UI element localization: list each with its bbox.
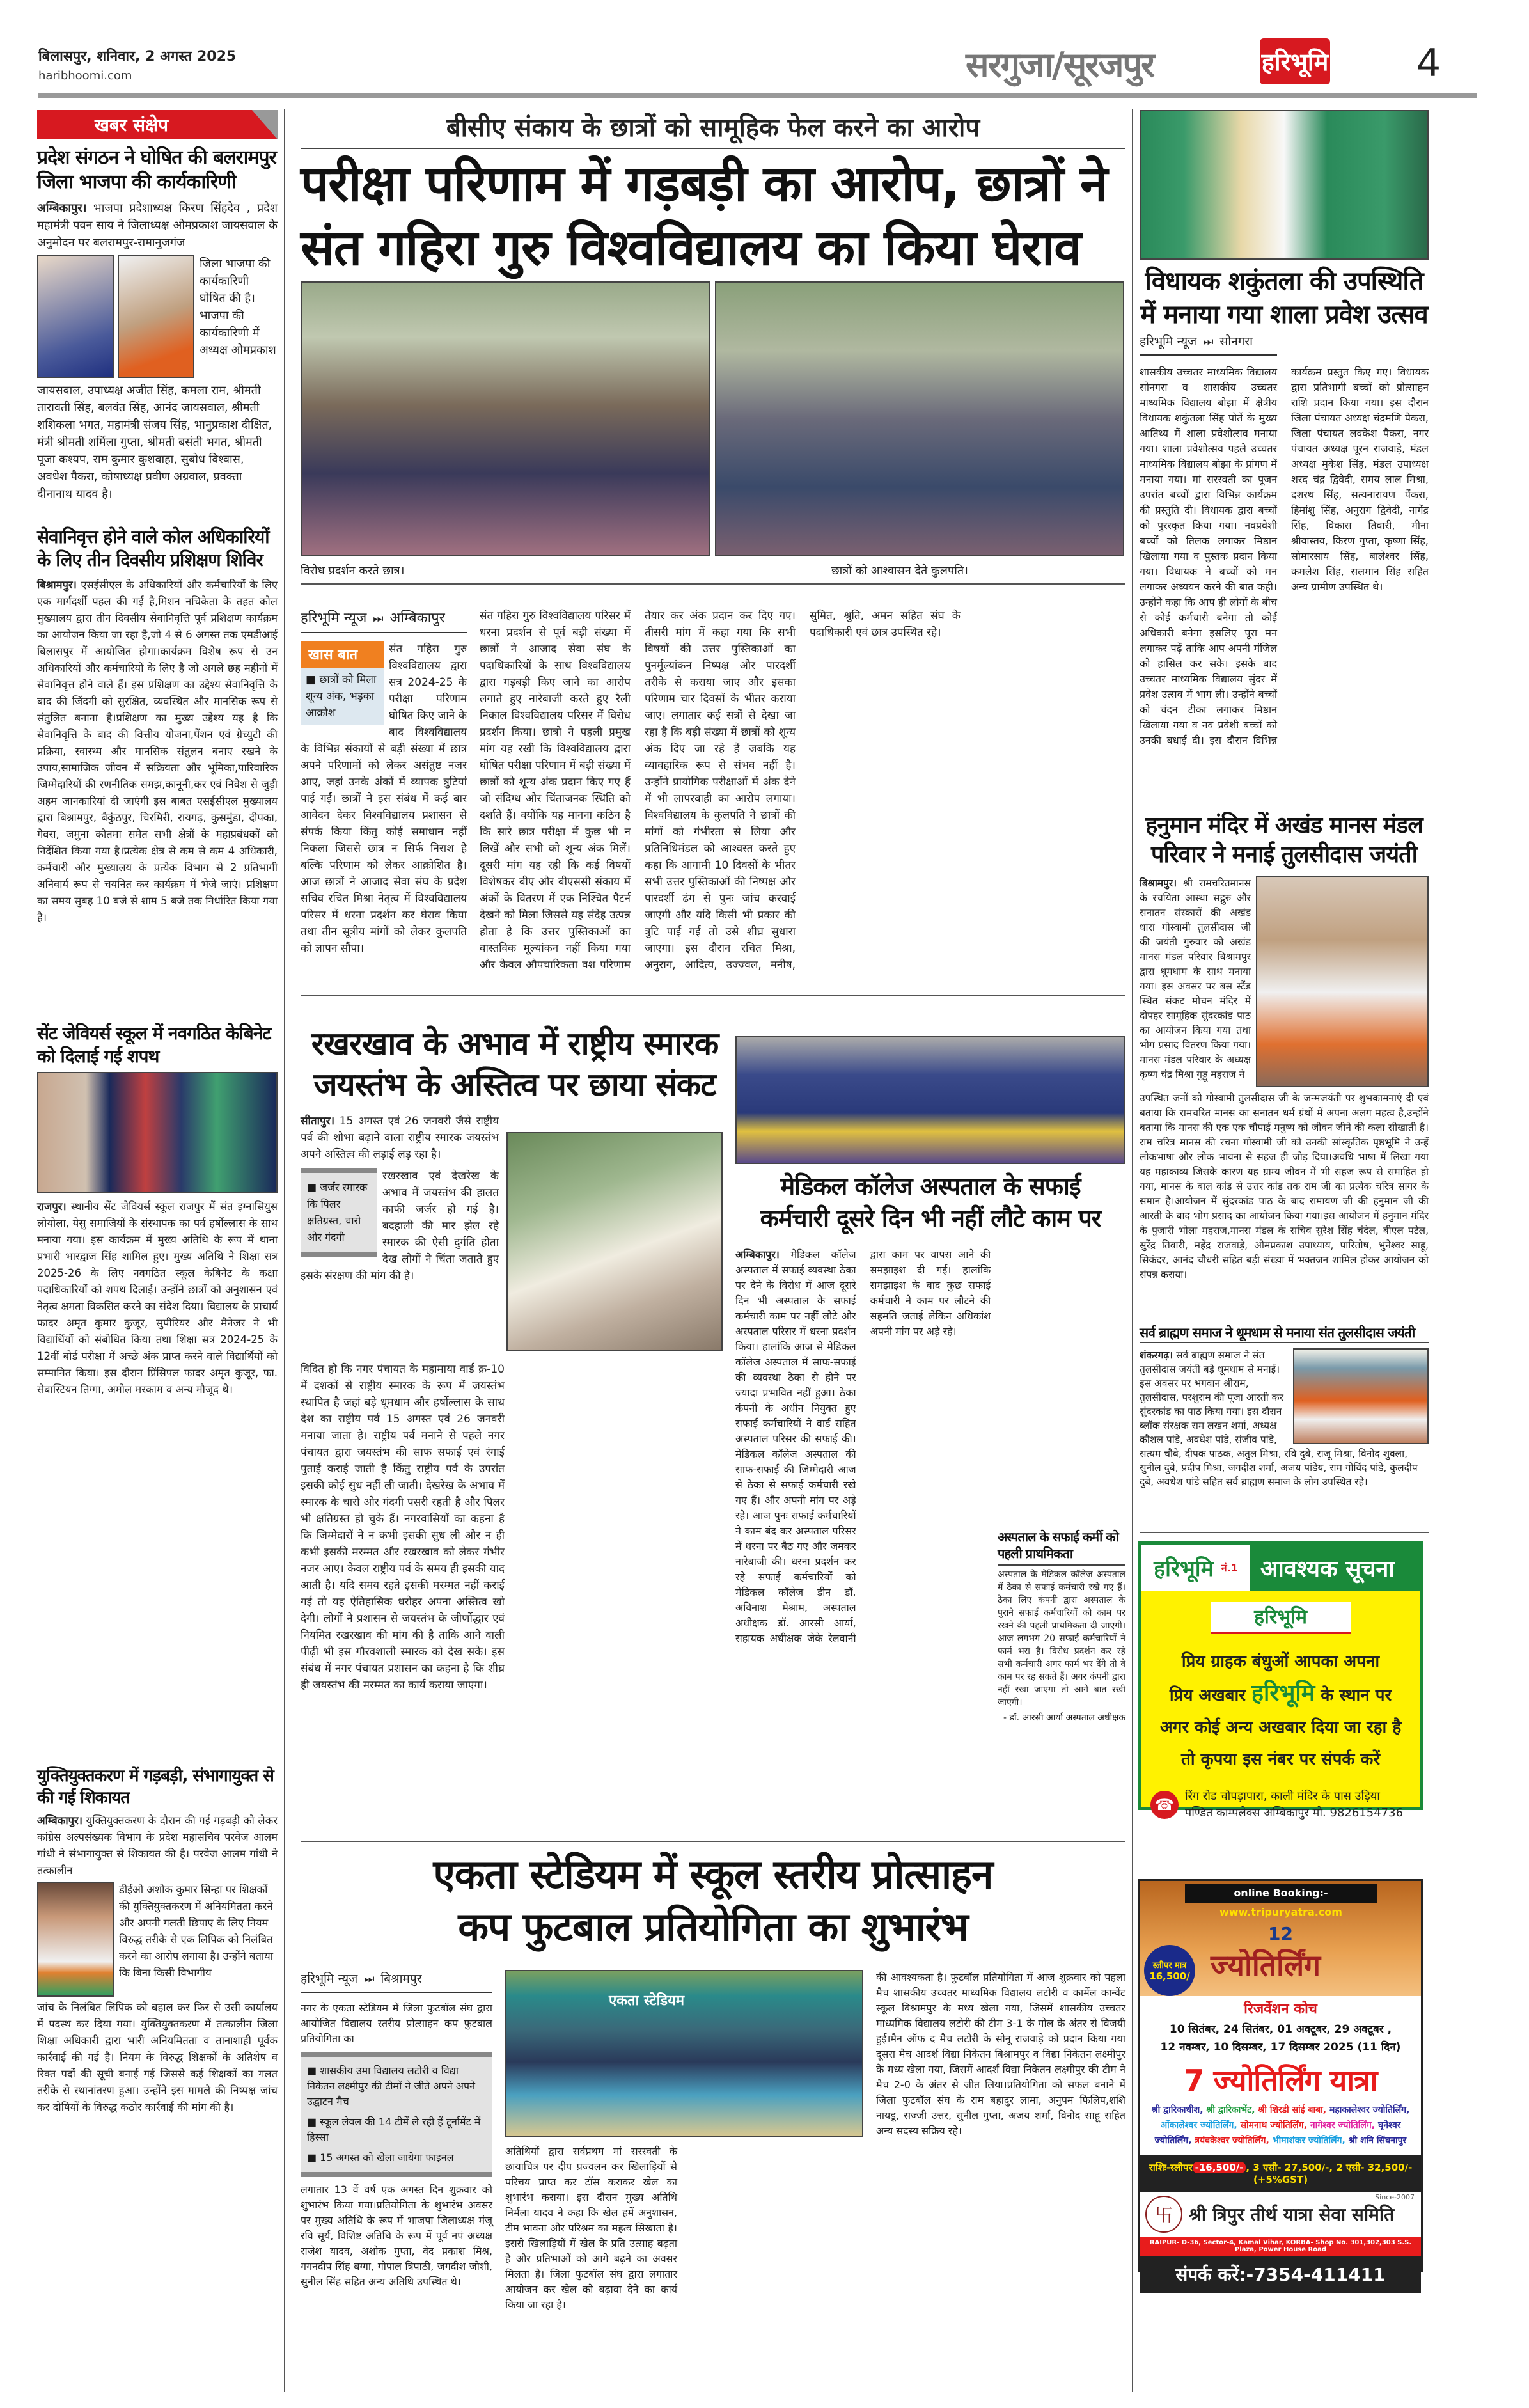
memorial-highlight: जर्जर स्मारक कि पिलर क्षतिग्रस्त, चारो ओर गंदगी [307,1181,368,1243]
memorial-intro-text: 15 अगस्त एवं 26 जनवरी जैसे राष्ट्रीय पर्व की शोभा बढ़ाने वाला राष्ट्रीय स्मारक जयस्तंभ अपने अस्तित्व की लड़ाई लड़ रहा है। [301,1115,499,1161]
haribhoomi-notice-ad[interactable] [1138,1541,1423,1820]
lead-headline-line2: संत गहिरा गुरु विश्वविद्यालय का किया घेराव [301,219,1081,277]
lead-body: संत गहिरा गुरु विश्वविद्यालय परिसर में धरना प्रदर्शन से पूर्व बड़ी संख्या में छात्रों ने आजाद सेवा संघ के पदाधिकारियों के साथ विश्वविद्यालय द्वारा गड़बड़ी किए जाने का आरोप लगाते हुए नारेबाजी करते हुए रैली निकाल विश्वविद्यालय परिसर में विरोध प्रदर्शन किया। छात्रो ने पहली प्रमुख मांग यह रखी कि विश्वविद्यालय द्वारा घोषित परीक्षा परिणाम में बड़ी संख्या में छात्रों को शून्य अंक प्रदान किए गए हैं जो संदिग्ध और चिंताजनक स्थिति को दर्शाते हैं। क्योंकि यह मानना कठिन है कि सारे छात्र परीक्षा में कुछ भी न लिखें और सभी को शून्य अंक मिलें। दूसरी मांग यह रही कि कई विषयों विशेषकर बीए और बीएससी संकाय में अंकों के वितरण में एक निश्चित पैटर्न देखने को मिला जिससे यह संदेह उत्पन्न होता है कि उत्तर पुस्तिकाओं का वास्तविक मूल्यांकन नहीं किया गया और केवल औपचारिकता वश परिणाम तैयार कर अंक प्रदान कर दिए गए। तीसरी मांग में कहा गया कि सभी विषयों की उत्तर पुस्तिकाओं का पुनर्मूल्यांकन निष्पक्ष और पारदर्शी तरीके से कराया जाए और इसका परिणाम चार दिवसों के भीतर कराया जाए। लगातार कई सत्रों से देखा जा रहा है कि बड़ी संख्या में छात्रों को शून्य अंक दिए जा रहे हैं जबकि यह व्यावहारिक रूप से संभव नहीं है। उन्होंने प्रायोगिक परीक्षाओं में अंक देने में भी लापरवाही का आरोप लगाया। विश्वविद्यालय के कुलपति ने छात्रों की मांगों को गंभीरता से लिया और प्रतिनिधिमंडल को आश्वस्त करते हुए कहा कि आगामी 10 दिवसों के भीतर सभी उत्तर पुस्तिकाओं की निष्पक्ष और पारदर्शी ढंग से पुनः जांच करवाई जाएगी और यदि किसी भी प्रकार की त्रुटि पाई गई तो उसे शीघ्र सुधारा जाएगा। इस दौरान रचित मिश्रा, अनुराग, आदित्य, उज्ज्वल, मनीष, सुमित, श्रुति, अमन सहित संघ के पदाधिकारी एवं छात्र उपस्थित रहे। [480,610,961,972]
lead-kicker-text: बीसीए संकाय के छात्रों को सामूहिक फेल करने का आरोप [301,109,1125,149]
yatra-dates [1140,2020,1421,2056]
football-col1 [301,1970,492,2290]
lead-kicker [301,109,1125,149]
ad-line-2-before: प्रिय अखबार [1169,1686,1246,1705]
dates-line-2: 12 नवम्बर, 10 दिसम्बर, 17 दिसम्बर 2025 (11 दिन) [1160,2041,1401,2054]
highlight-text: 15 अगस्त को खेला जायेगा फाइनल [320,2152,454,2164]
brief-beside-photo: डीईओ अशोक कुमार सिन्हा पर शिक्षकों की युक्तियुक्तकरण में अनियमितता करने और अपनी गलती छिपाए के लिए नियम विरुद्ध तरीके से एक लिपिक को निलंबित करने का आरोप लगाया है। उन्होंने बताया कि बिना किसी विभागीय [119,1884,273,1979]
photo-parvez-alam [37,1882,114,1997]
column-divider-right [1132,109,1133,2392]
hanuman-headline: हनुमान मंदिर में अखंड मानस मंडल परिवार ने मनाई तुलसीदास जयंती [1145,812,1423,868]
memorial-headline-line2: जयस्तंभ के अस्तित्व पर छाया संकट [313,1066,716,1103]
dateline: बिश्रामपुर। [1140,877,1177,889]
memorial-intro [301,1113,499,1163]
brief-headline: सेवानिवृत्त होने वाले कोल अधिकारियों के लिए तीन दिवसीय प्रशिक्षण शिविर [37,526,269,571]
dateline: अम्बिकापुर। [735,1248,780,1261]
memorial-highlight-box: ■ जर्जर स्मारक कि पिलर क्षतिग्रस्त, चारो ओर गंदगी [301,1168,377,1257]
hospital-headline-line2: कर्मचारी दूसरे दिन भी नहीं लौटे काम पर [760,1204,1101,1232]
forward-arrow-icon: ⏭ [373,612,384,626]
phone-icon: ☎ [1150,1791,1179,1819]
brief-body [37,1199,278,1398]
byline-place: बिश्रामपुर [380,1972,422,1986]
newspaper-logo: हरिभूमि [1260,38,1330,84]
hospital-sub-body: अस्पताल के मेडिकल कॉलेज अस्पताल में ठेका से सफाई कर्मचारी रखे गए हैं। ठेका लिए कंपनी द्वारा अस्पताल के पुराने सफाई कर्मचारियों को काम पर रखने की पहली प्राथमिकता दी जाएगी। आज लगभग 20 सफाई कर्मचारियों ने फार्म भरा है। विरोध प्रदर्शन कर रहे सभी कर्मचारी अगर फार्म भर देंगे तो वे काम पर रह सकते हैं। अगर कंपनी द्वारा नहीं रखा जाएगा तो आगे बात रखी जाएगी। [998,1570,1125,1708]
dates-line-1: 10 सितंबर, 24 सितंबर, 01 अक्टूबर, 29 अक्टूबर , [1169,2023,1392,2036]
brief-body-rest: जांच के निलंबित लिपिक को बहाल कर फिर से उसी कार्यालय में पदस्थ कर दिया गया। युक्तियुक्तकरण में तत्कालीन जिला शिक्षा अधिकारी द्वारा भारी अनियमितता व तानाशाही पूर्वक कार्रवाई की गई है। नियम के विरुद्ध शिक्षकों के अतिशेष व रिक्त पदों की सूची बनाई गई जिससे कई शिक्षकों का गलत तरीके से स्थानांतरण हुआ। उन्होंने इस मामले की निष्पक्ष जांच कर दोषियों के विरुद्ध कठोर कार्रवाई की मांग की है। [37,2001,278,2113]
lead-headline [301,152,1125,280]
highlight-item: ■ शासकीय उमा विद्यालय लटोरी व विद्या निकेतन लक्ष्मीपुर की टीमों ने जीते अपने अपने उद्घाटन मैच [307,2065,475,2107]
news-brief-banner [37,110,278,139]
yatra-place: श्री शिरडी सांई बाबा, [1258,2105,1329,2115]
brief-text: एसईसीएल के अधिकारियों और कर्मचारियों के लिए एक मार्गदर्शी पहल की गई है,मिशन नचिकेता के तहत कोल मुख्यालय द्वारा तीन दिवसीय सेवानिवृत्ति पूर्व प्रशिक्षण कार्यक्रम का आयोजन किया जा रहा है,जो 4 से 6 अगस्त तक एमडीआई बिलासपुर में आयोजित होगा।कार्यक्रम विशेष रूप से उन अधिकारियों और कर्मचारियों के लिए है जो अगले छह महीनों में सेवानिवृत्त होने वाले हैं। इस प्रशिक्षण का उद्देश्य सेवानिवृत्ति के बाद की जिंदगी को सुरक्षित, व्यवस्थित और मानसिक रूप से संतुलित बनाना है।प्रशिक्षण का मुख्य उद्देश्य यह है कि सेवानिवृत्ति के बाद की वित्तीय योजना,पेंशन एवं ग्रेच्युटी की प्रक्रिया, स्वास्थ्य और मानसिक संतुलन बनाए रखने के उपाय,सामाजिक जीवन में सक्रियता और भूमिका,पारिवारिक जिम्मेदारियों की रणनीतिक समझ,कानूनी,कर एवं निवेश से जुड़ी अहम जानकारियां दी जाएंगी इस बाबत एसईसीएल मुख्यालय द्वारा बिश्रामपुर, बैकुंठपुर, चिरमिरी, रायगढ़, कुसमुंडा, दीपका, गेवरा, जमुना कोतमा समेत सभी क्षेत्रों के महाप्रबंधकों को निर्देशित किया गया है।प्रत्येक क्षेत्र से कम से कम 4 अधिकारी, कर्मचारी और मुख्यालय के प्रत्येक विभाग से 2 प्रतिभागी अनिवार्य रूप से चयनित कर कार्यक्रम में भेजे जाएं। प्रशिक्षण का समय सुबह 10 बजे से शाम 5 बजे तक निर्धारित किया गया है। [37,579,278,924]
yatra-places [1140,2100,1421,2151]
price-label: राशिः-स्लीपर [1149,2162,1193,2173]
byline-agency: हरिभूमि न्यूज [301,1972,358,1986]
byline-place: सोनगरा [1219,334,1253,349]
brahman-text: सर्व ब्राह्मण समाज ने संत तुलसीदास जयंती बड़े धूमधाम से मनाई। इस अवसर पर भगवान श्रीराम, तुलसीदास, परशुराम की पूजा आरती कर सुंदरकांड का पाठ किया गया। इस दौरान ब्लॉक संरक्षक राम लखन शर्मा, अध्यक्ष कौशल पांडे, अवधेश पांडे, संजीव पांडे, सत्यम चौबे, दीपक पाठक, अतुल मिश्रा, रवि दुबे, राजू मिश्रा, विनोद शुक्ला, सुनील दुबे, प्रदीप मिश्रा, जगदीश शर्मा, अजय पांडेय, राम गोविंद पांडे, कुलदीप दुबे, अवधेश पांडे सहित सर्व ब्राह्मण समाज के लोग उपस्थित रहे। [1140,1350,1418,1488]
caption-divider [301,583,1125,585]
photo-jaystambh [506,1132,723,1351]
ad-line-3: अगर कोई अन्य अखबार दिया जा रहा है [1159,1718,1402,1737]
price-sleeper: -16,500/- [1193,2162,1246,2173]
highlight-item: ■ स्कूल लेवल की 14 टीमें ले रही हैं टूर्नामेंट में हिस्सा [307,2116,481,2143]
ad-logo-text: हरिभूमि [1154,1556,1214,1582]
booking-url[interactable]: www.tripuryatra.com [1219,1906,1342,1918]
brief-headline: सेंट जेवियर्स स्कूल में नवगठित केबिनेट को दिलाई गई शपथ [37,1023,271,1067]
lead-byline [301,608,467,633]
brief-story-rationalisation [37,1765,278,2116]
dateline: शंकरगढ़। [1140,1350,1173,1361]
forward-arrow-icon: ⏭ [364,1972,375,1986]
yatra-place: सोमनाथ ज्योतिर्लिंग, [1240,2120,1310,2130]
page-number: 4 [1416,41,1441,86]
highlight-text: स्कूल लेवल की 14 टीमें ले रही हैं टूर्नामेंट में हिस्सा [307,2116,481,2143]
byline-place: अम्बिकापुर [389,610,445,626]
ad-line-4: तो कृपया इस नंबर पर संपर्क करें [1181,1750,1380,1769]
website-link[interactable]: haribhoomi.com [38,69,132,83]
yatra-place: महाकालेश्वर ज्योतिर्लिंग, [1329,2105,1410,2115]
byline-agency: हरिभूमि न्यूज [301,610,367,626]
ad-line-2 [1141,1678,1420,1712]
edition-date: बिलासपुर, शनिवार, 2 अगस्त 2025 [38,49,237,65]
brief-story-coal [37,526,278,926]
khas-baat-title: खास बात [301,641,384,668]
jyotirling-yatra-ad[interactable] [1138,1879,1423,2285]
jyotirling-title: ज्योतिर्लिंग [1211,1948,1321,1983]
photo-school-entry-festival [1140,110,1429,260]
khas-baat-point: छात्रों को मिला शून्य अंक, भड़का आक्रोश [306,673,377,720]
hospital-headline [735,1170,1125,1234]
sleeper-price-badge [1144,1945,1195,1996]
brief-headline: युक्तियुक्तकरण में गड़बड़ी, संभागायुक्त से की गई शिकायत [37,1767,274,1807]
ad-line-2-after: के स्थान पर [1321,1686,1392,1705]
caption-protest: विरोध प्रदर्शन करते छात्र। [301,564,405,578]
brief-body [37,1813,278,1879]
photo-protest [301,281,710,556]
khas-baat-item: ■ छात्रों को मिला शून्य अंक, भड़का आक्रोश [306,673,377,720]
mla-body: शासकीय उच्चतर माध्यमिक विद्यालय सोनगरा व शासकीय उच्चतर माध्यमिक विद्यालय बोझा में क्षेत्रीय विधायक शकुंतला सिंह पोर्ते के मुख्य आतिथ्य में शाला प्रवेशोत्सव मनाया गया। शाला प्रवेशोत्सव पहले उच्चतर माध्यमिक विद्यालय बोझा के प्रांगण में मनाया गया। मां सरस्वती का पूजन उपरांत बच्चों द्वारा विभिन्न कार्यक्रम की प्रस्तुति दी। विधायक द्वारा बच्चों को पुरस्कृत किया गया। नवप्रवेशी बच्चों को तिलक लगाकर मिष्ठान खिलाया गया व पुस्तक प्रदान किया गया। विधायक ने बच्चों को मन लगाकर अध्ययन करने की बात कही। उन्होंने कहा कि आप ही लोगों के बीच से कोई कर्मचारी बनेगा तो कोई अधिकारी बनेगा इसलिए पूरा मन लगाकर पढ़ें ताकि आप अपनी मंजिल को हासिल कर सके। इसके बाद उच्चतर माध्यमिक विद्यालय सुंदर में प्रवेश उत्सव में भाग ली। उन्होंने बच्चों को चंदन टीका लगाकर मिष्ठान खिलाया गया व नव प्रवेशी बच्चों को उनकी बधाई दी। इस दौरान विभिन्न कार्यक्रम प्रस्तुत किए गए। विधायक द्वारा प्रतिभागी बच्चों को प्रोत्साहन राशि प्रदान किया गया। इस दौरान जिला पंचायत अध्यक्ष चंद्रमणि पैकरा, जिला पंचायत लवकेश पैकरा, नगर पंचायत अध्यक्ष पूरन राजवाड़े, मंडल अध्यक्ष मुकेश सिंह, मंडल उपाध्यक्ष शरद चंद्र द्विवेदी, समय लाल मिश्रा, दशरथ सिंह, सत्यनारायण पैंकरा, हिमांशु सिंह, अनुराग द्विवेदी, नागेंद्र सिंह, विकास तिवारी, मीना श्रीवास्तव, किरण गुप्ता, कृष्णा सिंह, सोमारसाय सिंह, बालेश्वर सिंह, कमलेश सिंह, सलमान सिंह सहित अन्य ग्रामीण उपस्थित थे। [1140,366,1429,746]
photo-brahman-samaj [1293,1348,1429,1444]
yatra-place: श्री द्वारिकाधीश, [1151,2105,1207,2115]
twelve-label: 12 [1268,1923,1293,1944]
brahman-headline: सर्व ब्राह्मण समाज ने धूमधाम से मनाया संत तुलसीदास जयंती [1140,1324,1429,1343]
football-body-right: की आवश्यकता है। फुटबॉल प्रतियोगिता में आज शुक्रवार को पहला मैच शासकीय उच्चतर माध्यमिक विद्यालय लटोरी व कार्मेल कान्वेंट स्कूल बिश्रामपुर के मध्य खेला गया, जिसमें शासकीय उच्चतर माध्यमिक विद्यालय लटोरी की टीम 3-1 के गोल के अंतर से विजयी हुई।मैन ऑफ द मैच लटोरी के सोनू राजवाड़े को प्रदान किया गया दूसरा मैच आदर्श विद्या निकेतन बिश्रामपुर व विद्या निकेतन लक्ष्मीपुर के मध्य खेला गया, जिसमें आदर्श विद्या निकेतन लक्ष्मीपुर की टीम ने मैच 2-0 के अंतर से जीत लिया।प्रतियोगिता को सफल बनाने में जिला फुटबॉल संघ के राम बहादुर लामा, अनुपम फिलिप,शशि नायडू, सज्जी उत्तर, सुनील गुप्ता, अजय शर्मा, विनोद साहू सहित अन्य सदस्य सक्रिय रहे। [876,1971,1125,2137]
since-year: Since-2007 [1375,2193,1415,2201]
caption-vice-chancellor: छात्रों को आश्वासन देते कुलपति। [831,564,968,578]
news-brief-label: खबर संक्षेप [95,114,169,136]
brief-story-xaviers [37,1022,278,1398]
photo-person-2 [118,255,194,378]
organizer [1140,2192,1421,2237]
organizer-name: श्री त्रिपुर तीर्थ यात्रा सेवा समिति [1189,2204,1395,2225]
brief-headline: प्रदेश संगठन ने घोषित की बलरामपुर जिला भाजपा की कार्यकारिणी [37,146,276,193]
hanuman-body: उपस्थित जनों को गोस्वामी तुलसीदास जी के जन्मजयंती पर शुभकामनाएं दी एवं बताया कि रामचरित मानस का सनातन धर्म ग्रंथों में अपना अलग महत्व है,उन्होंने बताया कि मानस की एक एक चौपाई मनुष्य को जीवन जीने की कला सीखाती है।राम चरित्र मानस की रचना गोस्वामी जी को उनकी सांस्कृतिक पृष्ठभूमि ने उन्हें लोकभाषा और लोक भावना से सहज ही जोड़ दिया।अवधि भाषा में लिखा गया यह महाकाव्य जिसके कारण यह ग्राम्य जीवन में भी सहज रूप से समाहित हो गया, मानस के बाल कांड से उत्तर कांड तक राम जी का प्रत्येक चरित्र सागर के समान है।आयोजन में सुंदरकांड पाठ के बाद रामायण जी की हनुमान जी की आरती के बाद भोग प्रसाद का आयोजन किया गया।इस आयोजन में हनुमान मंदिर के पुजारी भोला महराज,मानस मंडल के सचिव सुरेश सिंह चंदेल, बीएल पटेल, सुरेंद्र तिवारी, महेंद्र राजवाड़े, ओमप्रकाश उपाध्याय, पारितोष, भुनेश्वर साहू, सिकंदर, आनंद चौधरी सहित बड़ी संख्या में भक्तजन शामिल होकर आयोजन को संपन्न कराया। [1140,1092,1429,1280]
photo-hanuman-mandir [1256,876,1429,1087]
forward-arrow-icon: ⏭ [1203,335,1214,349]
section-title: सरगुजा/सूरजपुर [966,45,1154,85]
brief-beside-photo: जिला भाजपा की कार्यकारिणी घोषित की है। भाजपा की कार्यकारिणी में अध्यक्ष ओमप्रकाश [200,257,276,357]
reservation-coach: रिजर्वेशन कोच [1244,2001,1317,2017]
stadium-sign: एकता स्टेडियम [609,1993,684,2009]
lead-col1 [301,608,467,957]
highlight-text: शासकीय उमा विद्यालय लटोरी व विद्या निकेतन लक्ष्मीपुर की टीमों ने जीते अपने अपने उद्घाटन मैच [307,2065,475,2107]
section-divider [301,995,1125,996]
ad-banner-image [1140,1881,1421,1996]
ad-badge: नं.1 [1221,1562,1238,1574]
brief-story-bjp [37,146,278,503]
football-byline [301,1970,492,1993]
hanuman-side-text: श्री रामचरितमानस के रचयिता आस्था सद्गुरु और सनातन संस्कारों की अखंड धारा गोस्वामी तुलसीदास जी की जयंती गुरुवार को अखंड मानस मंडल परिवार बिश्रामपुर द्वारा धूमधाम के साथ मनाया गया। इस अवसर पर बस स्टैंड स्थित संकट मोचन मंदिर में दोपहर सामूहिक सुंदरकांड पाठ का आयोजन किया गया तथा भोग प्रसाद वितरण किया गया। मानस मंडल परिवार के अध्यक्ष कृष्ण चंद्र मिश्रा गुड्डू महराज ने [1140,877,1251,1080]
column-divider [284,109,285,2392]
hospital-sub-headline: अस्पताल के सफाई कर्मी को पहली प्राथमिकता [998,1529,1125,1566]
brief-intro: भाजपा प्रदेशाध्यक्ष किरण सिंहदेव , प्रदेश महामंत्री पवन साय ने जिलाध्यक्ष ओमप्रकाश जायसवाल के अनुमोदन पर बलरामपुर-रामानुजगंज [37,201,278,249]
dateline: अम्बिकापुर। [37,1814,82,1827]
khas-baat-box [301,641,384,725]
football-headline-line1: एकता स्टेडियम में स्कूल स्तरीय प्रोत्साहन [433,1851,993,1898]
swastik-logo-icon: 卐 [1145,2196,1182,2233]
football-body-left: लगातार 13 वें वर्ष एक अगस्त दिन शुक्रवार को शुभारंभ किया गया।प्रतियोगिता के शुभारंभ अवसर पर मुख्य अतिथि के रूप में भाजपा जिलाध्यक्ष मंजू रवि सूर्य, विशिष्ट अतिथि के रूप में पूर्व नपं अध्यक्ष राजेश यादव, अशोक गुप्ता, वेद प्रकाश मिश्र, गगनदीप सिंह बग्गा, गोपाल त्रिपाठी, जगदीश जोशी, सुनील सिंह सहित अन्य अतिथि उपस्थित थे। [301,2184,492,2288]
photo-cabinet-oath [37,1072,278,1193]
header-divider [38,93,1477,98]
memorial-intro-col [301,1113,499,1284]
ad-line-1: प्रिय ग्राहक बंधुओं आपका अपना [1181,1652,1380,1671]
newspaper-image: हरिभूमि [1211,1602,1351,1634]
lead-headline-line1: परीक्षा परिणाम में गड़बड़ी का आरोप, छात्रों ने [301,155,1108,213]
football-headline [301,1848,1125,1953]
dateline: सीतापुर। [301,1115,335,1128]
photo-ekta-stadium [505,1970,863,2137]
brief-intro: युक्तियुक्तकरण के दौरान की गई गड़बड़ी को लेकर कांग्रेस अल्पसंख्यक विभाग के प्रदेश महासचिव परवेज आलम गांधी ने संभागायुक्त से शिकायत की है। परवेज आलम गांधी ने तत्कालीन [37,1814,278,1877]
ad-message [1141,1646,1420,1775]
photo-person-1 [37,255,114,378]
dateline: राजपुर। [37,1200,67,1213]
organizer-address: RAIPUR- D-36, Sector-4, Kamal Vihar, KORBA- Shop No. 301,302,303 S.S. Plaza, Power House Road [1140,2237,1421,2256]
quote-attribution: - डॉ. आरसी आर्या अस्पताल अधीक्षक [1003,1713,1125,1723]
football-body-mid: अतिथियों द्वारा सर्वप्रथम मां सरस्वती के छायाचित्र पर दीप प्रज्वलन कर खिलाड़ियों से परिचय प्राप्त कर टॉस कराकर खेल का शुभारंभ कराया। इस दौरान मुख्य अतिथि निर्मला यादव ने कहा कि खेल हमें अनुशासन, टीम भावना और परिश्रम का महत्व सिखाता है। इससे खिलाड़ियों में खेल के प्रति उत्साह बढ़ता है और प्रतिभाओं को आगे बढ़ने का अवसर मिलता है। जिला फुटबॉल संघ द्वारा लगातार आयोजन कर खेल को बढ़ावा देने का कार्य किया जा रहा है। [505,2145,677,2311]
hospital-headline-line1: मेडिकल कॉलेज अस्पताल के सफाई [780,1172,1081,1200]
football-highlights [301,2052,492,2177]
photo-vice-chancellor [715,281,1124,556]
hospital-text: मेडिकल कॉलेज अस्पताल में सफाई व्यवस्था ठेका पर देने के विरोध में आज दूसरे दिन भी अस्पताल के सफाई कर्मचारी काम पर नहीं लौटे और अस्पताल परिसर में धरना प्रदर्शन किया। हालांकि आज से मेडिकल कॉलेज अस्पताल में साफ-सफाई की व्यवस्था ठेका से होने पर ज्यादा प्रभावित नहीं हुआ। ठेका कंपनी के अधीन नियुक्त हुए सफाई कर्मचारियों ने वार्ड सहित अस्पताल परिसर की सफाई की। मेडिकल कॉलेज अस्पताल की साफ-सफाई की जिम्मेदारी आज से ठेका से सफाई कर्मचारी रखे गए हैं। और अपनी मांग पर अड़े रहे। आज पुनः सफाई कर्मचारियों ने काम बंद कर अस्पताल परिसर में धरना पर बैठ गए और जमकर नारेबाजी की। धरना प्रदर्शन कर रहे सफाई कर्मचारियों को मेडिकल कॉलेज डीन डॉ. अविनाश मेश्राम, अस्पताल अधीक्षक डॉ. आरसी आर्या, सहायक अधीक्षक जेके रेलवानी द्वारा काम पर वापस आने की समझाइश दी गई। हालांकि समझाइश के बाद कुछ सफाई कर्मचारी ने काम पर लौटने की सहमति जताई लेकिन अधिकांश अपनी मांग पर अड़े रहे। [735,1248,991,1644]
yatra-place: भीमाशंकर ज्योतिर्लिंग, [1272,2136,1349,2146]
yatra-place: घृनेश्वर ज्योतिर्लिंग, [1154,2120,1401,2146]
dateline: अम्बिकापुर। [37,201,87,215]
mla-headline: विधायक शकुंतला की उपस्थिति में मनाया गया शाला प्रवेश उत्सव [1140,267,1428,329]
yatra-title: 7 ज्योतिर्लिंग यात्रा [1184,2063,1377,2098]
ad-address-text[interactable]: रिंग रोड चोपड़ापारा, काली मंदिर के पास उड़िया पण्डित काम्पलेक्स अम्बिकापुर मो. 9826154736 [1185,1790,1404,1820]
memorial-headline [301,1023,729,1105]
ad-divider [1140,1532,1429,1533]
ad-address [1150,1788,1411,1822]
ad-brand: हरिभूमि [1251,1680,1315,1706]
ad-title: आवश्यक सूचना [1260,1555,1395,1582]
football-intro: नगर के एकता स्टेडियम में जिला फुटबॉल संघ द्वारा आयोजित विद्यालय स्तरीय प्रोत्साहन कप फुटबाल प्रतियोगिता का [301,2002,492,2045]
badge-line-1: स्लीपर मात्र [1152,1961,1187,1971]
dateline: बिश्रामपुर। [37,579,77,591]
yatra-place: त्रयंबकेश्वर ज्योतिर्लिंग, [1195,2136,1273,2146]
yatra-place: नागेश्वर ज्योतिर्लिंग, [1310,2120,1378,2130]
hanuman-story [1140,876,1429,1282]
byline-agency: हरिभूमि न्यूज [1140,334,1197,349]
yatra-place: श्री शनि सिंघनापुर [1348,2136,1407,2146]
memorial-beside-box: रखरखाव एवं देखरेख के अभाव में जयस्तंभ की हालत काफी जर्जर हो गई है। बदहाली की मार झेल रहे स्मारक की ऐसी दुर्गति होता देख लोगों ने चिंता जताते हुए इसके संरक्षण की मांग की है। [301,1170,499,1282]
photo-sanitation-workers [735,1036,1125,1164]
price-rest: , 3 एसी- 27,500/-, 2 एसी- 32,500/- (+5%GST) [1246,2162,1413,2185]
highlight-item: ■ 15 अगस्त को खेला जायेगा फाइनल [307,2152,454,2164]
brahman-story [1140,1348,1429,1489]
hospital-sidebar [998,1529,1125,1724]
football-headline-line2: कप फुटबाल प्रतियोगिता का शुभारंभ [458,1903,968,1950]
brief-body [37,577,278,926]
price-bar [1140,2155,1421,2192]
brief-body [37,200,278,251]
booking-label: online Booking:- [1234,1887,1328,1899]
brief-body-rest: जायसवाल, उपाध्यक्ष अजीत सिंह, कमला राम, श्रीमती तारावती सिंह, बलवंत सिंह, आनंद जायसवाल, श्रीमती शशिकला भगत, महामंत्री संजय सिंह, भानुप्रकाश दीक्षित, मंत्री श्रीमती शर्मिला गुप्ता, श्रीमती बसंती भगत, श्रीमती पूजा कश्यप, राम कुमार कुशवाहा, सुबोध विश्वास, अवधेश पैकरा, कोषाध्यक्ष प्रवीण अग्रवाल, प्रवक्ता दीनानाथ यादव है। [37,384,272,501]
yatra-place: ओंकालेश्वर ज्योतिर्लिंग, [1160,2120,1241,2130]
online-booking[interactable] [1185,1884,1377,1918]
ad-header [1141,1545,1420,1591]
ad-logo [1141,1545,1250,1591]
badge-line-2: 16,500/ [1149,1971,1190,1982]
memorial-body: विदित हो कि नगर पंचायत के महामाया वार्ड क्र-10 में दशकों से राष्ट्रीय स्मारक के रूप में जयस्तंभ स्थापित है जहां बड़े धूमधाम और हर्षोल्लास के साथ देश का राष्ट्रीय पर्व 15 अगस्त एवं 26 जनवरी मनाया जाता है। राष्ट्रीय पर्व मनाने से पहले नगर पंचायत द्वारा जयस्तंभ की साफ सफाई एवं रंगाई पुताई कराई जाती है किंतु राष्ट्रीय पर्व के उपरांत इसकी कोई सुध नहीं ली जाती। देखरेख के अभाव में स्मारक के चारो ओर गंदगी पसरी रहती है और पिलर भी क्षतिग्रस्त हो चुके हैं। नगरवासियों का कहना है कि जिम्मेदारों ने न कभी इसकी सुध ली और न ही कभी इसकी मरम्मत और रखरखाव को लेकर गंभीर नजर आए। केवल राष्ट्रीय पर्व के समय ही इसकी याद आती है। यदि समय रहते इसकी मरम्मत नहीं कराई गई तो यह ऐतिहासिक धरोहर अपना अस्तित्व खो देगी। लोगों ने प्रशासन से जयस्तंभ के जीर्णोद्धार एवं नियमित रखरखाव की मांग की है ताकि आने वाली पीढ़ी भी इस गौरवशाली स्मारक को देख सके। इस संबंध में नगर पंचायत प्रशासन का कहना है कि शीघ्र ही जयस्तंभ की मरम्मत का कार्य कराया जाएगा। [301,1363,505,1692]
yatra-place: श्री द्वारिकाभेंट, [1206,2105,1258,2115]
lead-body-intro: संत गहिरा गुरु विश्वविद्यालय द्वारा सत्र 2024-25 के परीक्षा परिणाम घोषित किए जाने के बाद विश्वविद्यालय के विभिन्न संकायों से बड़ी संख्या में छात्र अपने परिणामों को लेकर असंतुष्ट नजर आए, जहां उनके अंकों में व्यापक त्रुटियां पाई गईं। छात्रों ने इस संबंध में कई बार आवेदन देकर विश्वविद्यालय प्रशासन से संपर्क किया किंतु कोई समाधान नहीं निकला जिससे छात्र न सिर्फ निराश है बल्कि परिणाम को लेकर आक्रोशित है। आज छात्रों ने आजाद सेवा संघ के प्रदेश सचिव रचित मिश्रा नेतृत्व में विश्वविद्यालय परिसर में धरना प्रदर्शन कर घेराव किया तथा तीन सूत्रीय मांगों को लेकर कुलपति को ज्ञापन सौंपा। [301,643,467,955]
memorial-headline-line1: रखरखाव के अभाव में राष्ट्रीय स्मारक [311,1025,719,1062]
section-divider [301,1841,1125,1842]
brief-text: स्थानीय सेंट जेवियर्स स्कूल राजपुर में संत इग्नासियुस लोयोला, येसु समाजियों के संस्थापक का पर्व हर्षोल्लास के साथ मनाया गया। इस कार्यक्रम में मुख्य अतिथि के रूप में थाना प्रभारी भारद्वाज सिंह शामिल हुए। मुख्य अतिथि ने शिक्षा सत्र 2025-26 के लिए नवगठित स्कूल केबिनेट के कक्षा पदाधिकारियों को शपथ दिलाई। उन्होंने छात्रों को अनुशासन एवं नेतृत्व क्षमता विकसित करने का संदेश दिया। विद्यालय के प्राचार्य फादर अमृत कुमार कुजूर, सुपीरियर और मैनेजर ने भी विद्यार्थियों को संबोधित किया तथा शिक्षा सत्र 2024-25 के 12वीं बोर्ड परीक्षा में अच्छे अंक प्राप्त करने वाले विद्यार्थियों को सम्मानित किया। इस दौरान प्रिंसिपल फादर अमृत कुजूर, फा. सेबास्टियन तिग्गा, अमोल मरकाम व अन्य मौजूद थे। [37,1200,278,1396]
contact-number[interactable]: संपर्क करें:-7354-411411 [1140,2256,1421,2293]
